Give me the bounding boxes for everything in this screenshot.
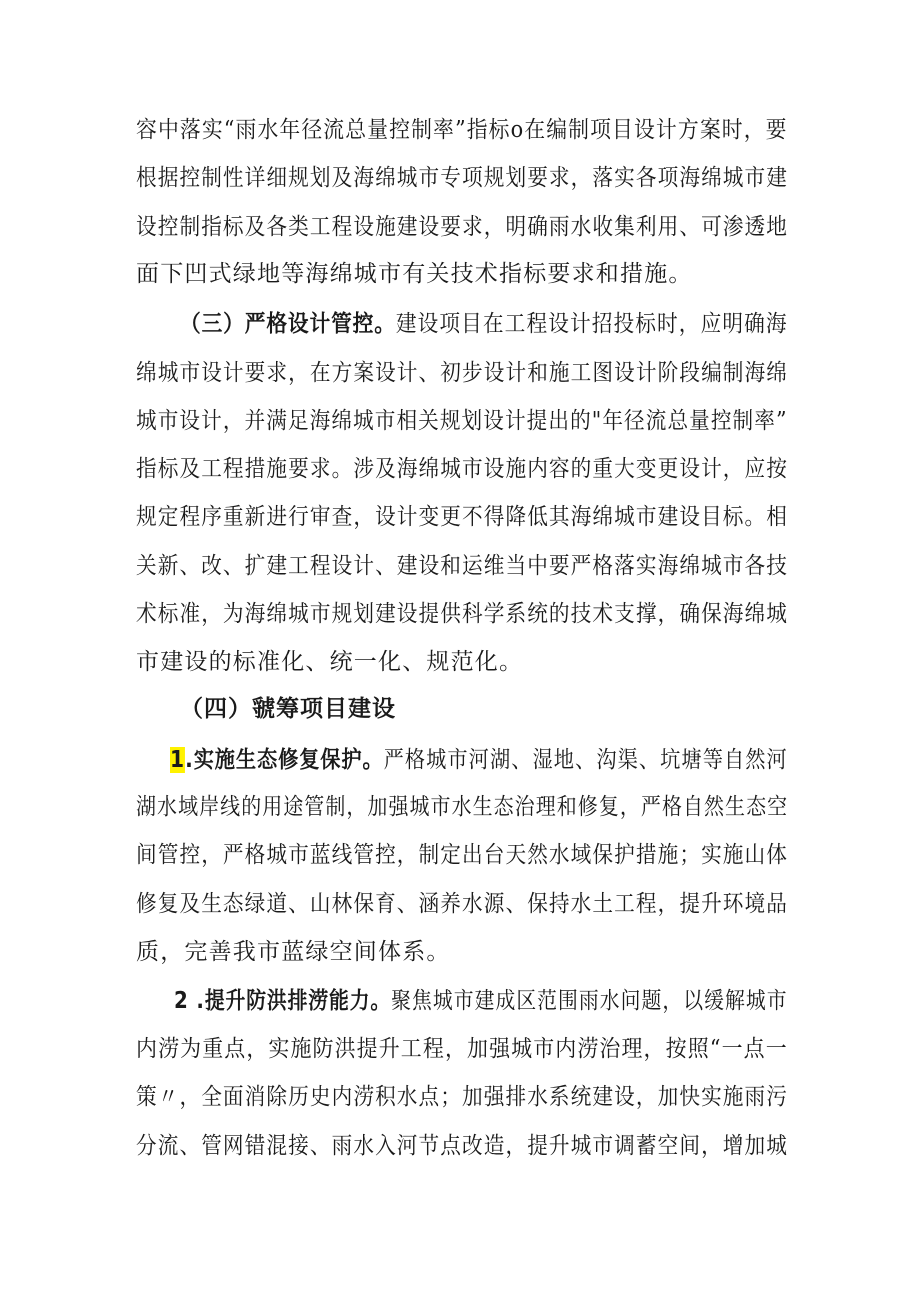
body-text-line: 规定程序重新进行审查，设计变更不得降低其海绵城市建设目标。相 (136, 504, 788, 530)
body-text-line: 策〃，全面消除历史内涝积水点；加强排水系统建设，加快实施雨污 (136, 1084, 788, 1110)
item-heading: .实施生态修复保护。 (185, 747, 384, 773)
body-text: 严格城市河湖、湿地、沟渠、坑塘等自然河 (383, 747, 788, 773)
paragraph-first-line (170, 745, 788, 775)
body-text-line: 湖水域岸线的用途管制，加强城市水生态治理和修复，严格自然生态空 (136, 794, 789, 820)
highlighted-number: 1 (170, 747, 186, 773)
body-text: 聚焦城市建成区范围雨水问题，以缓解城市 (391, 988, 788, 1014)
body-text-line: 容中落实“雨水年径流总量控制率”指标o在编制项目设计方案时，要 (136, 117, 788, 143)
body-text-line: 市建设的标准化、统一化、规范化。 (136, 649, 524, 675)
body-text-line: 绵城市设计要求，在方案设计、初步设计和施工图设计阶段编制海绵 (136, 360, 788, 386)
section-heading: （四）虢筹项目建设 (180, 696, 396, 722)
body-text-line: 质，完善我市蓝绿空间体系。 (136, 939, 451, 965)
body-text-line: 间管控，严格城市蓝线管控，制定出台天然水域保护措施；实施山体 (136, 842, 788, 868)
paragraph-first-line (174, 986, 788, 1016)
body-text-line: 设控制指标及各类工程设施建设要求，明确雨水收集利用、可渗透地 (136, 214, 788, 240)
body-text-line: 城市设计，并满足海绵城市相关规划设计提出的"年径流总量控制率” (136, 408, 788, 434)
body-text-line: 面下凹式绿地等海绵城市有关技术指标要求和措施。 (136, 261, 693, 287)
paragraph-first-line (180, 309, 788, 339)
body-text-line: 分流、管网错混接、雨水入河节点改造，提升城市调蓄空间，增加城 (136, 1133, 788, 1159)
body-text-line: 修复及生态绿道、山林保育、涵养水源、保持水土工程，提升环境品 (136, 891, 788, 917)
body-text-line: 关新、改、扩建工程设计、建设和运维当中要严格落实海绵城市各技 (136, 553, 788, 579)
body-text-line: 指标及工程措施要求。涉及海绵城市设施内容的重大变更设计，应按 (136, 456, 788, 482)
body-text-line: 内涝为重点，实施防洪提升工程，加强城市内涝治理，按照“一点一 (136, 1036, 788, 1062)
section-heading: （三）严格设计管控。 (180, 311, 396, 337)
item-heading: 2 .提升防洪排涝能力。 (174, 988, 392, 1014)
body-text-line: 根据控制性详细规划及海绵城市专项规划要求，落实各项海绵城市建 (136, 165, 788, 191)
body-text: 建设项目在工程设计招投标时，应明确海 (395, 311, 788, 337)
body-text-line: 术标准，为海绵城市规划建设提供科学系统的技术支撑，确保海绵城 (136, 601, 788, 627)
